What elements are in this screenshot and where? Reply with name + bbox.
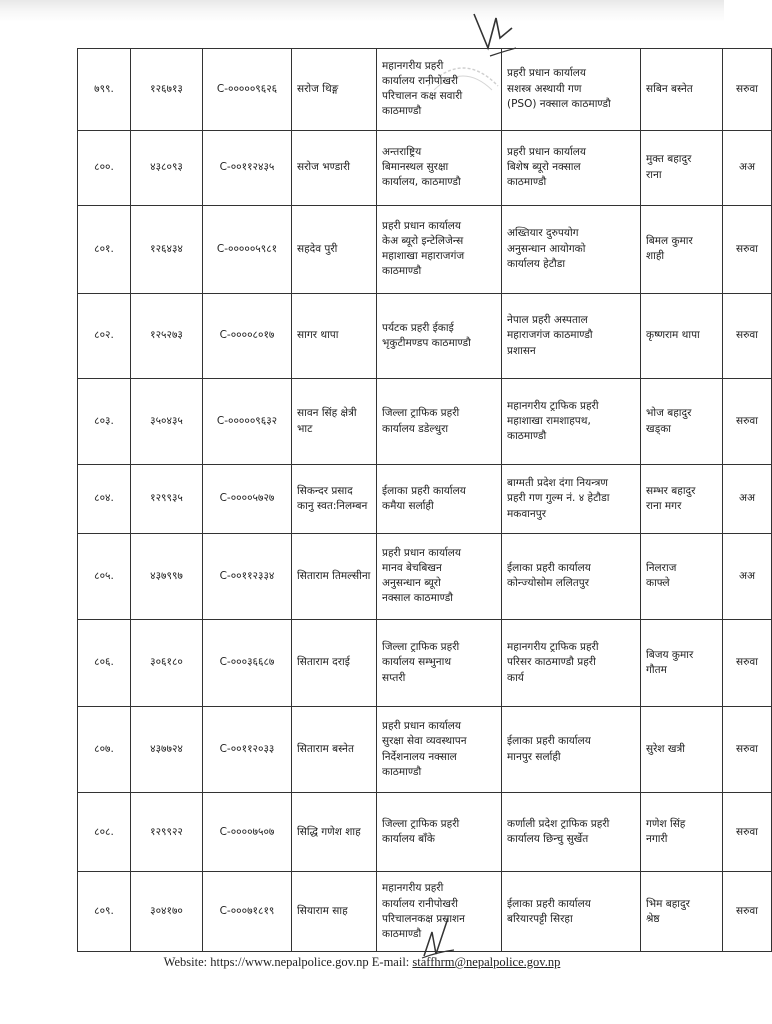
staff-id: १२९९३५ [131, 464, 203, 533]
current-office-line: महानगरीय प्रहरी [382, 882, 444, 895]
transfer-office-line: बाग्मती प्रदेश दंगा नियन्त्रण [507, 477, 608, 490]
replacement-name-line: नगारी [646, 833, 668, 846]
transfer-status: सरुवा [723, 293, 772, 379]
staff-name: सिकन्दर प्रसाद कानु स्वत:निलम्बन [292, 464, 377, 533]
serial-number: ८०४. [78, 464, 131, 533]
current-office [377, 793, 502, 872]
current-office-line: अनुसन्धान ब्यूरो [382, 577, 441, 590]
replacement-name-line: गौतम [646, 663, 667, 676]
table-row [78, 533, 772, 619]
replacement-name-line: गणेश सिंह [646, 818, 686, 831]
transfer-office-line: बरियारपट्टी सिरहा [507, 912, 573, 925]
current-office-line: कार्यालय बाँके [382, 833, 435, 846]
serial-number: ७९९. [78, 49, 131, 131]
current-office-line: केअ ब्यूरो इन्टेलिजेन्स [382, 234, 464, 247]
replacement-name-line: राना मगर [646, 499, 682, 512]
staff-name: सरोज भण्डारी [292, 130, 377, 205]
transfer-office [502, 379, 641, 465]
current-office-line: कार्यालय डडेल्धुरा [382, 422, 449, 435]
current-office [377, 619, 502, 707]
replacement-name-line: सुरेश खत्री [646, 743, 685, 756]
current-office-line: परिचालनकक्ष प्रसाशन [382, 912, 466, 925]
transfer-office-line: ईलाका प्रहरी कार्यालय [507, 897, 591, 910]
replacement-name-line: कृष्णराम थापा [646, 329, 700, 342]
table-row [78, 464, 772, 533]
serial-number: ८०२. [78, 293, 131, 379]
staff-name: सियाराम साह [292, 872, 377, 952]
staff-id: ३०६१८० [131, 619, 203, 707]
serial-number: ८०९. [78, 872, 131, 952]
staff-code: C-०००००९६३२ [203, 379, 292, 465]
transfer-office [502, 205, 641, 293]
current-office [377, 49, 502, 131]
transfer-status: अअ [723, 464, 772, 533]
serial-number: ८०७. [78, 707, 131, 793]
staff-name: सिताराम तिमल्सीना [292, 533, 377, 619]
current-office [377, 707, 502, 793]
transfer-status: सरुवा [723, 793, 772, 872]
staff-id: १२९९२२ [131, 793, 203, 872]
table-row [78, 130, 772, 205]
transfer-status: सरुवा [723, 205, 772, 293]
transfer-office [502, 533, 641, 619]
staff-id: ३५०४३५ [131, 379, 203, 465]
replacement-name-line: मुक्त बहादुर [646, 153, 692, 166]
transfer-office-line: (PSO) नक्साल काठमाण्डौ [507, 97, 611, 110]
table-row [78, 793, 772, 872]
transfer-office-line: ईलाका प्रहरी कार्यालय [507, 735, 591, 748]
transfer-office-line: प्रशासन [507, 344, 536, 357]
replacement-name-line: खड्का [646, 422, 671, 435]
transfer-office-line: प्रहरी गण गुल्म नं. ४ हेटौडा [507, 492, 610, 505]
replacement-name [641, 379, 723, 465]
current-office-line: काठमाण्डौ [382, 265, 422, 278]
transfer-office-line: बिशेष ब्यूरो नक्साल [507, 161, 581, 174]
page-footer [0, 955, 724, 970]
current-office-line: काठमाण्डौ [382, 927, 422, 940]
replacement-name-line: शाही [646, 250, 665, 263]
current-office-line: निर्देशनालय नक्साल [382, 750, 457, 763]
current-office-line: नक्साल काठमाण्डौ [382, 592, 453, 605]
transfer-office [502, 707, 641, 793]
transfer-office-line: सशस्त्र अस्थायी गण [507, 82, 582, 95]
current-office [377, 130, 502, 205]
current-office [377, 533, 502, 619]
replacement-name [641, 293, 723, 379]
replacement-name-line: श्रेष्ठ [646, 912, 660, 925]
transfer-office-line: कोन्ज्योसोम ललितपुर [507, 577, 589, 590]
staff-code: C-००००७५०७ [203, 793, 292, 872]
replacement-name-line: काफ्ले [646, 577, 670, 590]
staff-id: ४३८०९३ [131, 130, 203, 205]
transfer-office-line: ईलाका प्रहरी कार्यालय [507, 562, 591, 575]
current-office-line: बिमानस्थल सुरक्षा [382, 161, 449, 174]
transfer-office-line: कार्यालय हेटौडा [507, 257, 566, 270]
replacement-name [641, 793, 723, 872]
current-office-line: कमैया सर्लाही [382, 499, 434, 512]
transfer-office-line: प्रहरी प्रधान कार्यालय [507, 67, 587, 80]
transfer-status: सरुवा [723, 872, 772, 952]
current-office [377, 379, 502, 465]
current-office-line: प्रहरी प्रधान कार्यालय [382, 219, 462, 232]
current-office-line: सुरक्षा सेवा व्यवस्थापन [382, 735, 467, 748]
serial-number: ८०५. [78, 533, 131, 619]
current-office-line: पर्यटक प्रहरी ईकाई [382, 321, 454, 334]
current-office-line: परिचालन कक्ष सवारी [382, 90, 463, 103]
transfer-office [502, 464, 641, 533]
current-office-line: ईलाका प्रहरी कार्यालय [382, 484, 466, 497]
serial-number: ८०३. [78, 379, 131, 465]
current-office-line: मानव बेचबिखन [382, 562, 442, 575]
transfer-office-line: परिसर काठमाण्डौ प्रहरी [507, 656, 596, 669]
staff-id: ३०४१७० [131, 872, 203, 952]
transfer-status: सरुवा [723, 707, 772, 793]
staff-code: C-०००००९६२६ [203, 49, 292, 131]
current-office-line: जिल्ला ट्राफिक प्रहरी [382, 407, 460, 420]
transfer-office [502, 49, 641, 131]
current-office [377, 205, 502, 293]
current-office-line: जिल्ला ट्राफिक प्रहरी [382, 641, 460, 654]
current-office-line: जिल्ला ट्राफिक प्रहरी [382, 818, 460, 831]
transfer-office-line: प्रहरी प्रधान कार्यालय [507, 145, 587, 158]
replacement-name [641, 205, 723, 293]
staff-name: सिद्धि गणेश शाह [292, 793, 377, 872]
serial-number: ८००. [78, 130, 131, 205]
staff-id: १२६७१३ [131, 49, 203, 131]
replacement-name-line: सबिन बस्नेत [646, 82, 693, 95]
transfer-office-line: नेपाल प्रहरी अस्पताल [507, 314, 588, 327]
staff-id: ४३७९९७ [131, 533, 203, 619]
staff-code: C-००००५७२७ [203, 464, 292, 533]
replacement-name [641, 130, 723, 205]
table-row [78, 707, 772, 793]
staff-name: सहदेव पुरी [292, 205, 377, 293]
transfer-status: अअ [723, 533, 772, 619]
current-office-line: भृकुटीमण्डप काठमाण्डौ [382, 336, 471, 349]
transfer-office-line: काठमाण्डौ [507, 176, 547, 189]
staff-code: C-००००८०१७ [203, 293, 292, 379]
staff-id: ४३७७२४ [131, 707, 203, 793]
table-row [78, 49, 772, 131]
transfer-office-line: अख्तियार दुरुपयोग [507, 227, 579, 240]
staff-name: सावन सिंह क्षेत्री भाट [292, 379, 377, 465]
staff-name: सिताराम बस्नेत [292, 707, 377, 793]
current-office-line: कार्यालय रानीपोखरी [382, 75, 458, 88]
current-office-line: कार्यालय सम्भुनाथ [382, 656, 452, 669]
current-office-line: कार्यालय, काठमाण्डौ [382, 176, 461, 189]
replacement-name-line: बिमल कुमार [646, 234, 693, 247]
staff-id: १२६४३४ [131, 205, 203, 293]
current-office-line: काठमाण्डौ [382, 765, 422, 778]
current-office-line: प्रहरी प्रधान कार्यालय [382, 720, 462, 733]
table-row [78, 205, 772, 293]
staff-id: १२५२७३ [131, 293, 203, 379]
transfer-office-line: महाशाखा रामशाहपथ, [507, 414, 591, 427]
transfer-office-line: मानपुर सर्लाही [507, 750, 561, 763]
transfer-office-line: कर्णाली प्रदेश ट्राफिक प्रहरी [507, 818, 610, 831]
current-office-line: सप्तरी [382, 671, 406, 684]
replacement-name [641, 49, 723, 131]
transfer-status: अअ [723, 130, 772, 205]
staff-name: सागर थापा [292, 293, 377, 379]
transfer-office-line: कार्यालय छिन्चु सुर्खेत [507, 833, 589, 846]
current-office-line: काठमाण्डौ [382, 105, 422, 118]
transfer-office [502, 293, 641, 379]
replacement-name [641, 533, 723, 619]
current-office-line: कार्यालय रानीपोखरी [382, 897, 458, 910]
transfer-office-line: मकवानपुर [507, 507, 546, 520]
replacement-name-line: भोज बहादुर [646, 407, 692, 420]
replacement-name-line: भिम बहादुर [646, 897, 690, 910]
transfer-office-line: अनुसन्धान आयोगको [507, 242, 586, 255]
serial-number: ८०६. [78, 619, 131, 707]
scan-edge-shadow [0, 0, 724, 22]
transfer-status: सरुवा [723, 379, 772, 465]
footer-website: Website: https://www.nepalpolice.gov.np E-mail: [163, 955, 410, 969]
transfer-office [502, 872, 641, 952]
transfer-office [502, 793, 641, 872]
replacement-name [641, 464, 723, 533]
staff-code: C-००११२३३४ [203, 533, 292, 619]
table-row [78, 293, 772, 379]
staff-code: C-०००३६६८७ [203, 619, 292, 707]
table-row [78, 379, 772, 465]
transfer-records-table [77, 48, 772, 952]
staff-name: सिताराम दराई [292, 619, 377, 707]
transfer-office-line: काठमाण्डौ [507, 430, 547, 443]
transfer-status: सरुवा [723, 49, 772, 131]
serial-number: ८०८. [78, 793, 131, 872]
transfer-office-line: महानगरीय ट्राफिक प्रहरी [507, 641, 599, 654]
staff-code: C-००११२०३३ [203, 707, 292, 793]
replacement-name-line: बिजय कुमार [646, 648, 694, 661]
replacement-name [641, 872, 723, 952]
current-office-line: अन्तराष्ट्रिय [382, 145, 422, 158]
staff-code: C-०००००५९८१ [203, 205, 292, 293]
current-office [377, 293, 502, 379]
current-office [377, 464, 502, 533]
serial-number: ८०१. [78, 205, 131, 293]
replacement-name [641, 707, 723, 793]
current-office-line: प्रहरी प्रधान कार्यालय [382, 546, 462, 559]
replacement-name-line: निलराज [646, 562, 677, 575]
replacement-name [641, 619, 723, 707]
staff-code: C-०००७१८१९ [203, 872, 292, 952]
table-row [78, 619, 772, 707]
transfer-office-line: महानगरीय ट्राफिक प्रहरी [507, 399, 599, 412]
transfer-office [502, 130, 641, 205]
staff-name: सरोज थिङ्ग [292, 49, 377, 131]
transfer-office-line: कार्य [507, 671, 524, 684]
replacement-name-line: राना [646, 168, 662, 181]
current-office-line: महाशाखा महाराजगंज [382, 250, 465, 263]
replacement-name-line: सम्भर बहादुर [646, 484, 696, 497]
transfer-office [502, 619, 641, 707]
footer-email-link[interactable]: staffhrm@nepalpolice.gov.np [412, 955, 561, 969]
staff-code: C-००११२४३५ [203, 130, 292, 205]
transfer-status: सरुवा [723, 619, 772, 707]
current-office-line: महानगरीय प्रहरी [382, 59, 444, 72]
transfer-office-line: महाराजगंज काठमाण्डौ [507, 329, 593, 342]
